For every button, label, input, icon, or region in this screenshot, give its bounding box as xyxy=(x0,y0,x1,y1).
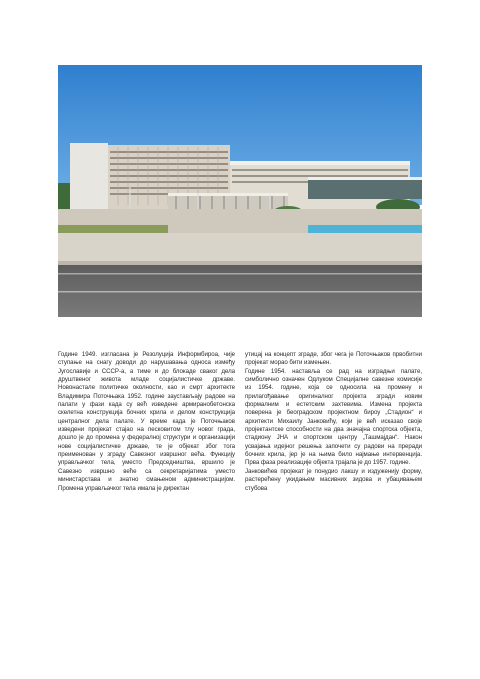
glass-pavilion xyxy=(308,179,422,199)
building-photo xyxy=(58,65,422,317)
paragraph-right-1: утицај на концепт зграде, због чега је Поточњаков првобитни пројекат морао бити измењен. xyxy=(245,351,422,367)
column-right xyxy=(245,351,422,571)
paragraph-right-2: Године 1954. наставља се рад на изградњи палате, симболично означен Одлуком Специјалне савезне комисије из 1954. године, која се односила на промену и прилагођавање оригиналног пројекта згради новим формалним и естетским захтевима. Измена пројекта поверена је београдском пројектном бироу „Стадион“ и архитекти Михаилу Јанковићу, који је већ исказао своје пројектантске способности на два значајна спортска објекта, стадиону ЈНА и спортском центру „Ташмајдан“. Након усвајања идејног решења започети су радови на преради бочних крила, јер је на њима било најмање интервенција. Прва фаза реализације објекта трајала је до 1957. године. xyxy=(245,367,422,467)
sidewalk xyxy=(58,233,422,263)
text-columns xyxy=(58,351,422,571)
column-left xyxy=(58,351,235,571)
paragraph-left: Године 1949. изгласана је Резолуција Информбироа, чије ступање на снагу доводи до нарушавања односа између Југославије и СССР-а, а тиме и до блокаде сваког дела друштвеног живота младе социјалистичке државе. Новонастале политичке околности, као и смрт архитекте Владимира Поточњака 1952. године заустављају радове на палати у фази када су већ изведене армиранобетонска скелетна конструкција бочних крила и делом конструкција централног дела палате. У време када је Поточњаков изведени пројекат стајао на песковитом тлу новог града, дошло је до промена у федералној структури и организацији нове социјалистичке државе, те је објекат због тога преименован у зграду Савезног извршног већа. Функцију управљачког тела, уместо Председништва, вршило је Савезно извршно веће са секретаријатима уместо министарстава и знатно смањеном администрацијом. Промена управљачког тела имала је директан xyxy=(58,351,235,492)
building-illustration xyxy=(58,65,422,317)
paragraph-right-3: Јанковићев пројекат је понудио лакшу и издужениjу форму, растерећену укидањем масивних зидова и убацивањем стубова xyxy=(245,467,422,492)
left-tower xyxy=(70,143,108,209)
